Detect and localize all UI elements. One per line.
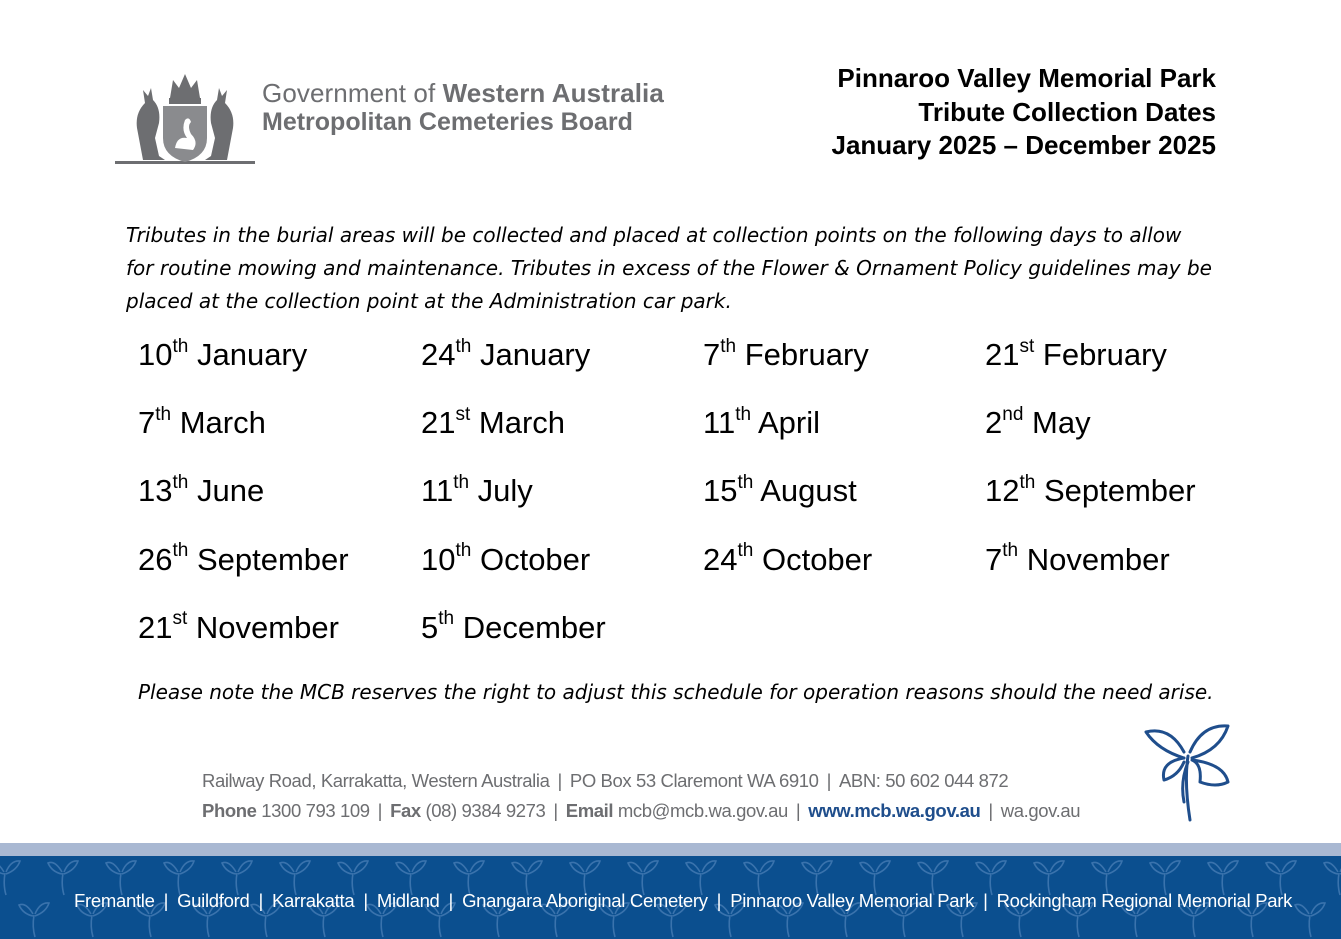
mcb-butterfly-logo-icon (1140, 722, 1236, 824)
date-day: 7 (138, 405, 156, 441)
date-day: 2 (985, 405, 1003, 441)
footer-band (0, 843, 1341, 856)
collection-date (985, 539, 1278, 607)
date-month: May (1032, 405, 1091, 441)
date-month: September (1043, 473, 1196, 509)
date-ordinal-suffix: st (172, 608, 188, 630)
date-month: September (196, 541, 349, 577)
date-ordinal-suffix: st (455, 403, 471, 425)
org-name-regular: Government of (262, 78, 443, 108)
separator: | (795, 800, 801, 821)
collection-date (703, 539, 985, 607)
footer-location-link[interactable]: Gnangara Aboriginal Cemetery (462, 890, 708, 911)
intro-line: Tributes in the burial areas will be collected and placed at collection points on the following days to allow (126, 223, 1182, 247)
date-month: January (479, 337, 591, 372)
email-link[interactable]: mcb@mcb.wa.gov.au (617, 800, 788, 821)
collection-date (138, 402, 421, 470)
date-ordinal-suffix: th (172, 335, 189, 357)
butterfly-pattern-mark (1324, 861, 1341, 895)
collection-dates-grid (138, 334, 1278, 675)
date-month: March (478, 405, 566, 441)
date-day: 26 (138, 541, 173, 577)
document-title (832, 62, 1217, 163)
date-month: October (479, 541, 591, 577)
date-day: 21 (985, 337, 1020, 372)
date-ordinal-suffix: nd (1002, 403, 1024, 425)
date-day: 10 (421, 541, 456, 577)
date-day: 21 (138, 609, 173, 645)
date-day: 10 (138, 337, 173, 372)
separator: | (826, 770, 831, 791)
date-day: 11 (421, 473, 454, 509)
date-month: February (1042, 337, 1167, 372)
phone-label: Phone (202, 800, 257, 821)
date-month: March (179, 405, 266, 441)
abn-text: ABN: 50 602 044 872 (838, 770, 1009, 791)
footer-location-link[interactable]: Guildford (177, 890, 250, 911)
collection-date (138, 470, 421, 538)
date-ordinal-suffix: th (455, 335, 472, 357)
po-box-text: PO Box 53 Claremont WA 6910 (569, 770, 819, 791)
organisation-name (262, 78, 664, 136)
collection-date (703, 402, 985, 470)
intro-line: for routine mowing and maintenance. Tributes in excess of the Flower & Ornament Policy guidelines may be (126, 256, 1212, 280)
date-month: November (195, 609, 339, 645)
date-ordinal-suffix: th (438, 608, 455, 630)
separator: | (377, 800, 383, 821)
gov-site-link[interactable]: wa.gov.au (1000, 800, 1081, 821)
footer-location-link[interactable]: Pinnaroo Valley Memorial Park (730, 890, 975, 911)
date-month: November (1026, 541, 1170, 577)
footer-location-link[interactable]: Karrakatta (271, 890, 355, 911)
date-day: 13 (138, 473, 173, 509)
fax-number: (08) 9384 9273 (425, 800, 546, 821)
address-text: Railway Road, Karrakatta, Western Australia (202, 770, 550, 791)
date-month: January (196, 337, 308, 372)
date-ordinal-suffix: th (1002, 540, 1019, 562)
date-month: December (462, 609, 606, 645)
collection-date (703, 470, 985, 538)
date-day: 11 (703, 405, 736, 441)
location-list (74, 889, 1292, 913)
org-name-bold: Western Australia (442, 78, 664, 108)
separator: | (553, 800, 558, 821)
org-subname: Metropolitan Cemeteries Board (262, 108, 633, 136)
collection-date (138, 334, 421, 402)
date-ordinal-suffix: th (1019, 472, 1036, 494)
title-park-name: Pinnaroo Valley Memorial Park (837, 63, 1216, 93)
separator: | (448, 890, 454, 911)
date-ordinal-suffix: th (155, 403, 172, 425)
collection-date (421, 402, 703, 470)
date-month: August (760, 473, 857, 509)
date-day: 24 (703, 541, 738, 577)
fax-label: Fax (390, 800, 421, 821)
date-month: April (757, 405, 820, 441)
date-ordinal-suffix: th (172, 540, 189, 562)
date-ordinal-suffix: th (453, 472, 470, 494)
title-subject: Tribute Collection Dates (918, 96, 1216, 127)
contact-line-address (202, 766, 1080, 796)
collection-date (138, 539, 421, 607)
date-ordinal-suffix: th (737, 540, 754, 562)
date-ordinal-suffix: st (1019, 335, 1035, 357)
website-link[interactable]: www.mcb.wa.gov.au (808, 800, 981, 821)
footer-location-link[interactable]: Rockingham Regional Memorial Park (996, 890, 1293, 911)
date-day: 7 (703, 337, 721, 372)
collection-date (138, 607, 421, 675)
schedule-note: Please note the MCB reserves the right to adjust this schedule for operation reasons should the need arise. (138, 680, 1214, 704)
date-day: 7 (985, 541, 1003, 577)
footer-location-link[interactable]: Midland (376, 890, 440, 911)
date-ordinal-suffix: th (455, 540, 472, 562)
date-month: July (477, 473, 533, 509)
email-label: Email (565, 800, 614, 821)
intro-paragraph (126, 219, 1226, 318)
butterfly-pattern-mark (1295, 903, 1325, 937)
collection-date (421, 470, 703, 538)
separator: | (988, 800, 993, 821)
wa-coat-of-arms-icon (115, 68, 255, 168)
butterfly-pattern-mark (0, 861, 20, 895)
collection-date (421, 334, 703, 402)
footer-location-link[interactable]: Fremantle (74, 890, 155, 911)
separator: | (557, 770, 562, 791)
date-day: 21 (421, 405, 456, 441)
separator: | (363, 890, 368, 911)
collection-date (985, 402, 1278, 470)
collection-date (985, 334, 1278, 402)
separator: | (258, 890, 263, 911)
date-month: October (761, 541, 873, 577)
contact-line-phone (202, 796, 1080, 826)
collection-date (985, 470, 1278, 538)
date-month: February (744, 337, 869, 372)
butterfly-pattern-mark (19, 903, 49, 937)
title-date-range: January 2025 – December 2025 (831, 130, 1216, 160)
footer (0, 856, 1341, 939)
date-day: 15 (703, 473, 738, 509)
date-day: 24 (421, 337, 456, 372)
date-ordinal-suffix: th (172, 472, 189, 494)
date-day: 12 (985, 473, 1020, 509)
contact-details (202, 766, 1080, 826)
date-ordinal-suffix: th (735, 403, 752, 425)
collection-date (703, 334, 985, 402)
collection-date (421, 607, 703, 675)
date-ordinal-suffix: th (720, 335, 737, 357)
separator: | (983, 890, 988, 911)
intro-line: placed at the collection point at the Administration car park. (126, 289, 732, 313)
date-month: June (196, 473, 265, 509)
collection-date (421, 539, 703, 607)
separator: | (716, 890, 722, 911)
date-day: 5 (421, 609, 439, 645)
phone-number: 1300 793 109 (261, 800, 370, 821)
date-ordinal-suffix: th (737, 472, 754, 494)
separator: | (163, 890, 169, 911)
